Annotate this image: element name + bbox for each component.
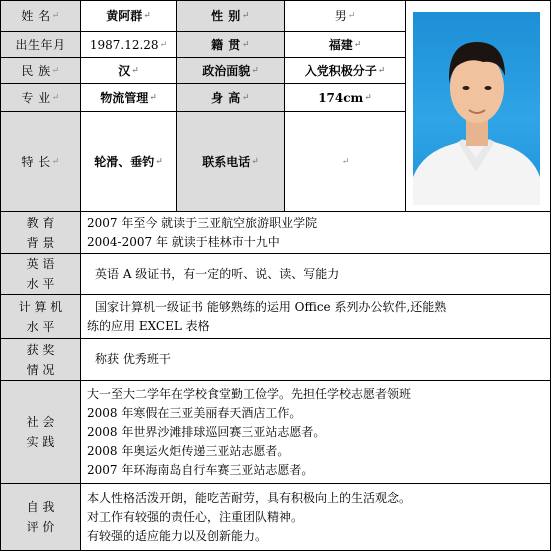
label-native — [176, 31, 285, 58]
value-political — [284, 57, 406, 84]
value-birth — [80, 31, 177, 58]
label-education-line1: 教 育 — [26, 215, 55, 230]
value-major-text: 物流管理 — [100, 90, 149, 105]
self-eval-line: 有较强的适应能力以及创新能力。 — [87, 528, 268, 543]
label-self-eval-line1: 自 我 — [26, 500, 55, 514]
label-phone — [176, 111, 285, 212]
label-height — [176, 83, 285, 112]
paragraph-mark: ↵ — [131, 65, 139, 76]
label-awards-line1: 获 奖 — [26, 342, 55, 357]
label-awards-line2: 情 况 — [26, 362, 55, 377]
label-practice-line2: 实 践 — [26, 435, 55, 449]
value-height-text: 174cm — [318, 90, 364, 105]
paragraph-mark: ↵ — [51, 156, 60, 167]
value-height — [284, 83, 406, 112]
value-gender-text: 男 — [334, 9, 347, 23]
practice-line: 2008 年世界沙滩排球巡回赛三亚站志愿者。 — [87, 424, 326, 439]
value-name — [80, 0, 177, 32]
practice-line: 2008 年奥运火炬传递三亚站志愿者。 — [87, 443, 290, 458]
label-computer-line1: 计 算 机 — [18, 299, 63, 314]
label-ethnic — [0, 57, 81, 84]
paragraph-mark: ↵ — [155, 156, 163, 167]
label-practice-line1: 社 会 — [26, 415, 55, 429]
label-major-text: 专 业 — [21, 90, 51, 105]
value-practice — [80, 380, 551, 484]
self-eval-line: 对工作有较强的责任心，注重团队精神。 — [87, 509, 304, 524]
paragraph-mark: ↵ — [159, 39, 168, 50]
portrait-figure — [413, 12, 540, 205]
value-skill-text: 轮滑、垂钓 — [94, 154, 155, 169]
label-name-text: 姓 名 — [21, 9, 51, 23]
paragraph-mark: ↵ — [51, 11, 60, 21]
label-practice — [0, 380, 81, 484]
value-political-text: 入党积极分子 — [304, 63, 377, 78]
value-gender — [284, 0, 406, 32]
practice-line: 2008 年寒假在三亚美丽春天酒店工作。 — [87, 405, 302, 420]
paragraph-mark: ↵ — [143, 11, 151, 21]
label-english — [0, 253, 81, 295]
value-english — [80, 253, 551, 295]
label-self-eval — [0, 483, 81, 551]
value-ethnic — [80, 57, 177, 84]
paragraph-mark: ↵ — [241, 39, 250, 50]
education-line: 2007 年至今 就读于三亚航空旅游职业学院 — [87, 215, 318, 230]
self-eval-line: 本人性格活泼开朗，能吃苦耐劳，具有积极向上的生活观念。 — [87, 490, 412, 505]
label-english-line1: 英 语 — [26, 257, 55, 271]
label-self-eval-line2: 评 价 — [26, 520, 55, 534]
paragraph-mark: ↵ — [377, 65, 386, 76]
label-education-line2: 背 景 — [26, 235, 55, 250]
value-phone — [284, 111, 406, 212]
label-education — [0, 211, 81, 254]
paragraph-mark: ↵ — [149, 92, 157, 103]
education-line: 2004-2007 年 就读于桂林市十九中 — [87, 234, 280, 249]
awards-text: 称获 优秀班干 — [95, 352, 171, 366]
value-awards — [80, 338, 551, 381]
paragraph-mark: ↵ — [341, 156, 350, 167]
label-major — [0, 83, 81, 112]
value-skill — [80, 111, 177, 212]
practice-line: 2007 年环海南岛自行车赛三亚站志愿者。 — [87, 462, 314, 477]
practice-line: 大一至大二学年在学校食堂勤工俭学。先担任学校志愿者领班 — [87, 386, 412, 401]
label-ethnic-text: 民 族 — [21, 63, 51, 78]
paragraph-mark: ↵ — [347, 11, 356, 21]
label-gender — [176, 0, 285, 32]
label-english-line2: 水 平 — [26, 277, 55, 291]
paragraph-mark: ↵ — [51, 65, 60, 76]
label-gender-text: 性 别 — [211, 9, 241, 23]
value-native — [284, 31, 406, 58]
paragraph-mark: ↵ — [251, 156, 259, 167]
label-political-text: 政治面貌 — [202, 63, 251, 78]
label-awards — [0, 338, 81, 381]
value-name-text: 黄阿群 — [106, 9, 143, 23]
label-name — [0, 0, 81, 32]
label-native-text: 籍 贯 — [211, 37, 241, 52]
label-birth-text: 出生年月 — [15, 37, 66, 52]
english-text: 英语 A 级证书，有一定的听、说、读、写能力 — [95, 266, 340, 281]
value-ethnic-text: 汉 — [118, 63, 131, 78]
value-birth-text: 1987.12.28 — [89, 37, 159, 52]
paragraph-mark: ↵ — [51, 92, 60, 103]
computer-line: 练的应用 EXCEL 表格 — [87, 318, 210, 333]
portrait-photo — [413, 12, 540, 205]
label-political — [176, 57, 285, 84]
paragraph-mark: ↵ — [364, 92, 372, 103]
label-computer — [0, 294, 81, 339]
value-education — [80, 211, 551, 254]
value-computer — [80, 294, 551, 339]
paragraph-mark: ↵ — [251, 65, 259, 76]
label-phone-text: 联系电话 — [202, 154, 251, 169]
label-skill — [0, 111, 81, 212]
value-self-eval — [80, 483, 551, 551]
computer-line: 国家计算机一级证书 能够熟练的运用 Office 系列办公软件,还能熟 — [95, 299, 447, 314]
label-computer-line2: 水 平 — [26, 319, 55, 334]
label-birth — [0, 31, 81, 58]
label-height-text: 身 高 — [211, 90, 241, 105]
value-native-text: 福建 — [328, 37, 353, 52]
value-major — [80, 83, 177, 112]
paragraph-mark: ↵ — [241, 11, 250, 21]
paragraph-mark: ↵ — [241, 92, 250, 103]
label-skill-text: 特 长 — [21, 154, 51, 169]
paragraph-mark: ↵ — [353, 39, 362, 50]
